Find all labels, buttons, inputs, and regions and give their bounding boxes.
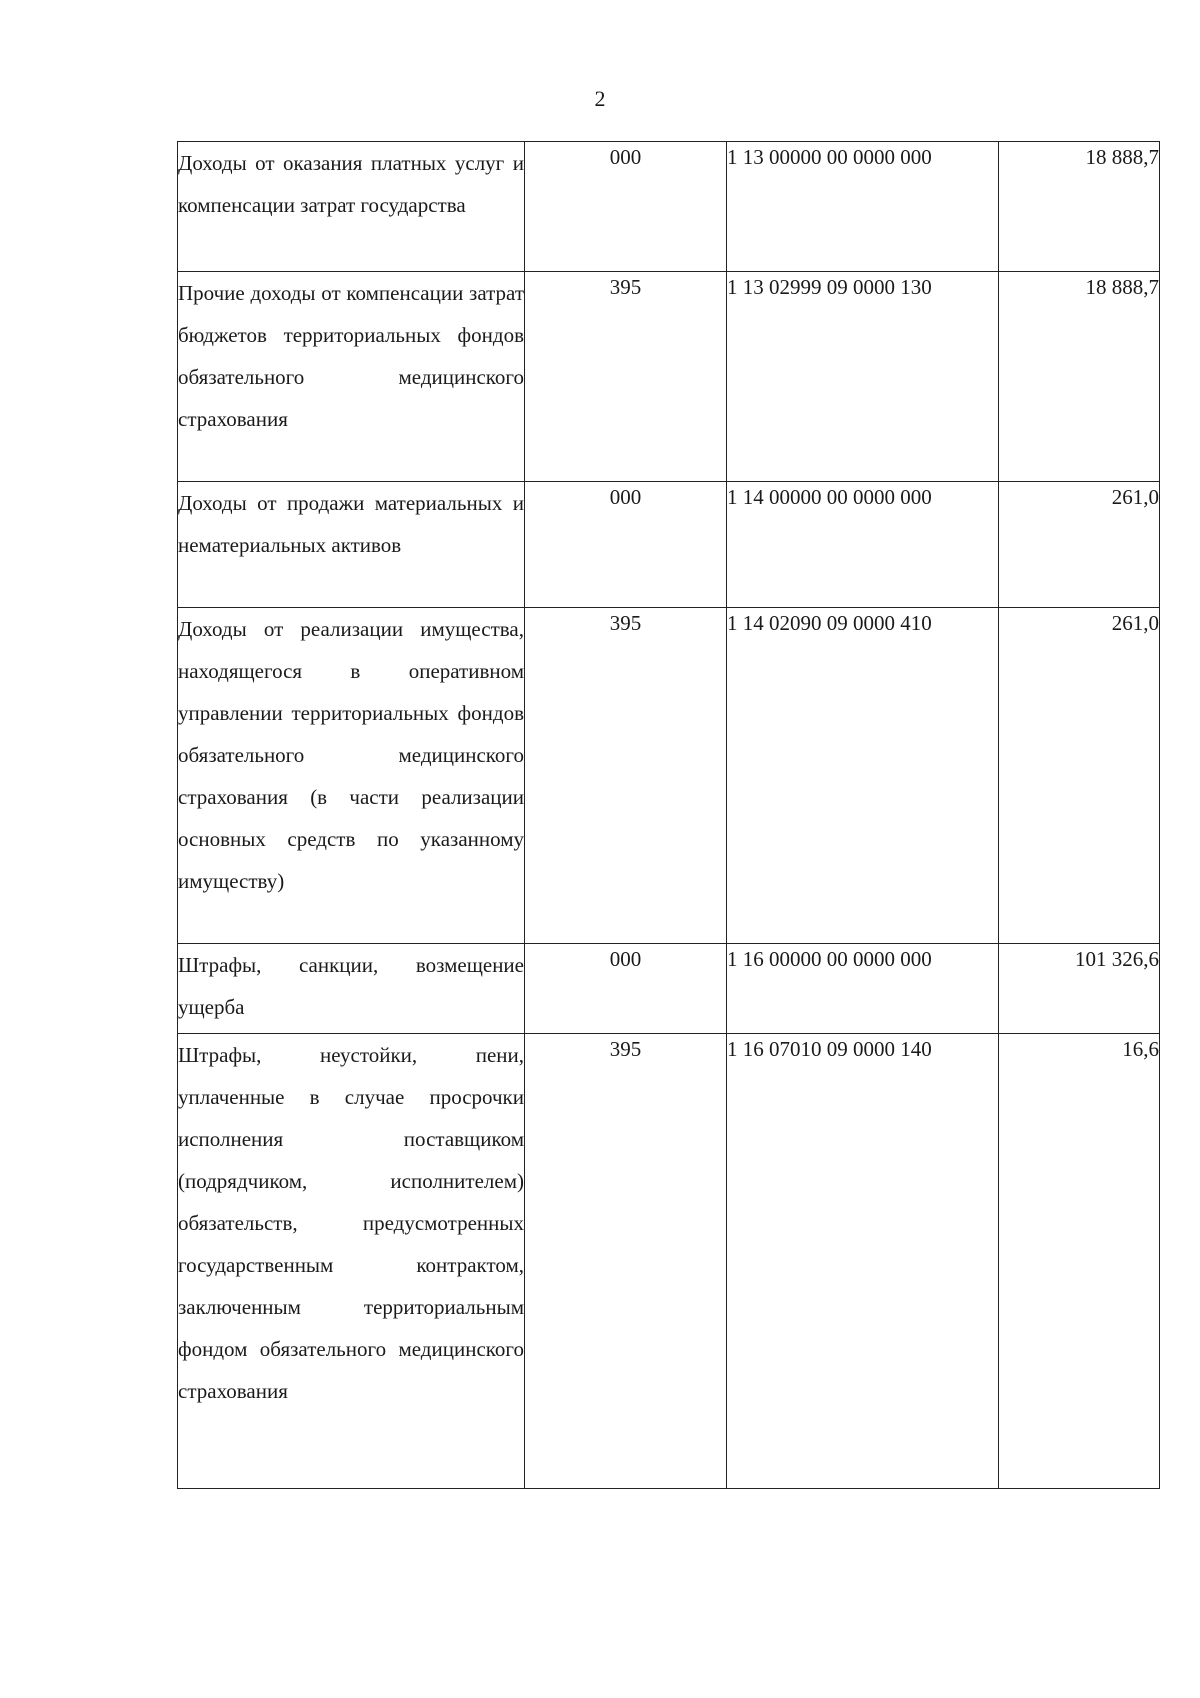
amount: 261,0 — [999, 482, 1160, 608]
amount: 18 888,7 — [999, 142, 1160, 272]
page-number: 2 — [594, 86, 606, 111]
budget-classification-code: 1 16 00000 00 0000 000 — [727, 944, 999, 1034]
budget-classification-code: 1 16 07010 09 0000 140 — [727, 1034, 999, 1489]
revenue-name: Доходы от оказания платных услуг и компенсации затрат государства — [178, 142, 525, 272]
revenue-name: Доходы от продажи материальных и нематериальных активов — [178, 482, 525, 608]
revenue-name: Штрафы, неустойки, пени, уплаченные в случае просрочки исполнения поставщиком (подрядчиком, исполнителем) обязательств, предусмотренных государственным контрактом, заключенным территориальным фондом обязательного медицинского страхования — [178, 1034, 525, 1489]
administrator-code: 395 — [525, 608, 727, 944]
table-row — [178, 272, 1160, 482]
administrator-code: 000 — [525, 482, 727, 608]
table-row — [178, 608, 1160, 944]
amount: 101 326,6 — [999, 944, 1160, 1034]
amount: 16,6 — [999, 1034, 1160, 1489]
budget-classification-code: 1 14 02090 09 0000 410 — [727, 608, 999, 944]
amount: 261,0 — [999, 608, 1160, 944]
budget-classification-code: 1 13 02999 09 0000 130 — [727, 272, 999, 482]
revenue-name: Штрафы, санкции, возмещение ущерба — [178, 944, 525, 1034]
administrator-code: 395 — [525, 272, 727, 482]
revenue-table — [177, 141, 1160, 1489]
table-row — [178, 142, 1160, 272]
revenue-name: Доходы от реализации имущества, находящегося в оперативном управлении территориальных фондов обязательного медицинского страхования (в части реализации основных средств по указанному имуществу) — [178, 608, 525, 944]
administrator-code: 000 — [525, 944, 727, 1034]
table-row — [178, 482, 1160, 608]
table-row — [178, 944, 1160, 1034]
revenue-name: Прочие доходы от компенсации затрат бюджетов территориальных фондов обязательного медицинского страхования — [178, 272, 525, 482]
budget-classification-code: 1 13 00000 00 0000 000 — [727, 142, 999, 272]
amount: 18 888,7 — [999, 272, 1160, 482]
administrator-code: 000 — [525, 142, 727, 272]
table-row — [178, 1034, 1160, 1489]
administrator-code: 395 — [525, 1034, 727, 1489]
budget-classification-code: 1 14 00000 00 0000 000 — [727, 482, 999, 608]
